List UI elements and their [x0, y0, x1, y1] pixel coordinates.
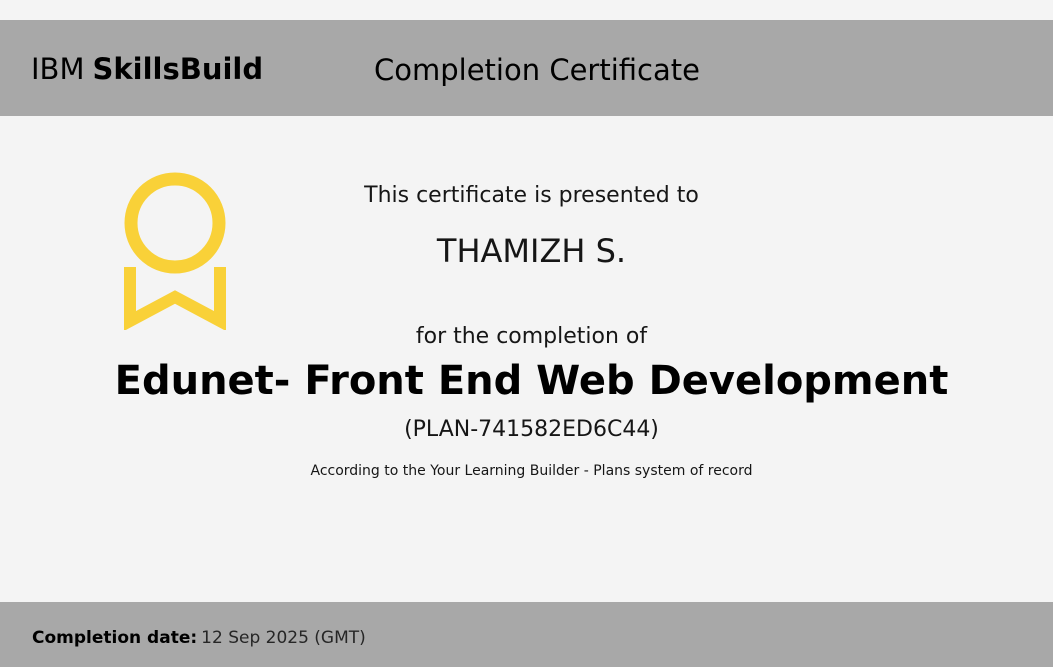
brand-logo: [31, 51, 263, 87]
recipient-name: THAMIZH S.: [436, 232, 627, 270]
brand-name: SkillsBuild: [92, 52, 264, 86]
certificate-header: [0, 20, 1053, 116]
completion-text: for the completion of: [415, 324, 648, 349]
presented-to-text: This certificate is presented to: [364, 183, 699, 208]
plan-id: (PLAN-741582ED6C44): [404, 417, 659, 442]
completion-date-label: Completion date:: [32, 628, 198, 648]
record-source-text: According to the Your Learning Builder - Plans system of record: [310, 463, 753, 479]
completion-date-value: 12 Sep 2025 (GMT): [201, 628, 366, 648]
certificate-footer: [0, 602, 1053, 667]
brand-prefix: IBM: [31, 52, 85, 86]
course-title: Edunet- Front End Web Development: [114, 358, 949, 404]
certificate-title: Completion Certificate: [374, 53, 700, 87]
completion-date: [32, 627, 366, 649]
